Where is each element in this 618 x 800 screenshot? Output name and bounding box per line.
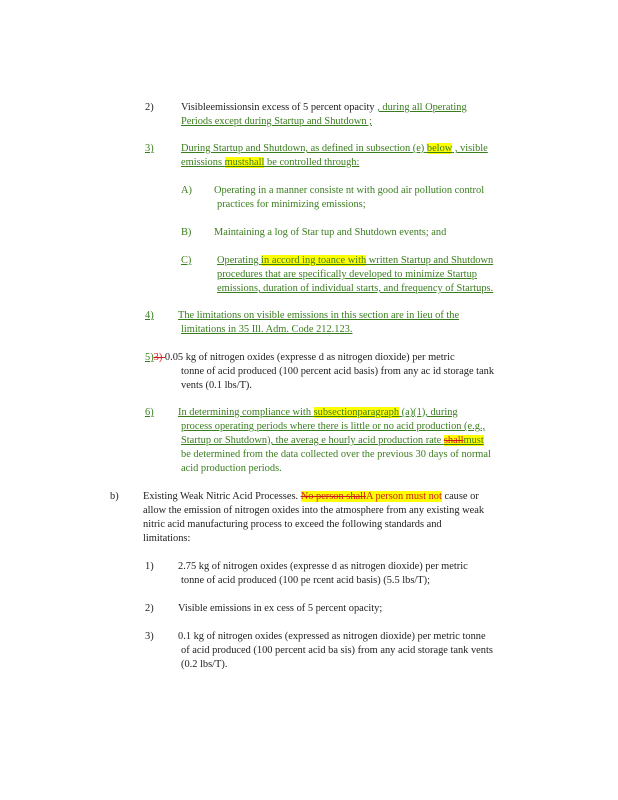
- inserted-text-line: During Startup and Shutdown, as defined in subsection (e) below , visible: [181, 143, 488, 154]
- subitem-text-line: Operating in a manner consiste nt with good air pollution control: [214, 185, 485, 196]
- item-text-line: tonne of acid produced (100 pe rcent acid basis) (5.5 lbs/T);: [181, 575, 431, 586]
- item-number: 3): [145, 631, 154, 642]
- item-text-line: of acid produced (100 percent acid ba sis) from any acid storage tank vents: [181, 645, 493, 656]
- item-number: 6): [145, 407, 154, 418]
- inserted-text: A person must not: [365, 491, 442, 502]
- highlighted-revision: [301, 491, 442, 502]
- item-text-line: 0.1 kg of nitrogen oxides (expressed as nitrogen dioxide) per metric tonne: [178, 631, 486, 642]
- subitem-number: C): [181, 255, 192, 266]
- subitem-text-line: practices for minimizing emissions;: [217, 199, 366, 210]
- item-text-line: tonne of acid produced (100 percent acid basis) from any ac id storage tank: [181, 366, 495, 377]
- inserted-text-line: be determined from the data collected over the previous 30 days of normal: [181, 449, 491, 460]
- section-text-line: limitations:: [143, 533, 191, 544]
- item-number: 2): [145, 603, 154, 614]
- inserted-text-line: The limitations on visible emissions in this section are in lieu of the: [178, 310, 460, 321]
- inserted-text-line: process operating periods where there is little or no acid production (e.g.,: [181, 421, 486, 432]
- inserted-text-line: Periods except during Startup and Shutdown ;: [181, 116, 373, 127]
- subitem-number: B): [181, 227, 192, 238]
- highlighted-text: below: [426, 143, 453, 154]
- item-number: 3): [145, 143, 154, 154]
- highlighted-text: in accord ing toance with: [261, 255, 367, 266]
- subitem-number: A): [181, 185, 192, 196]
- inserted-text-line: emissions, duration of individual starts, and frequency of Startups.: [217, 283, 494, 294]
- deleted-number: 3): [153, 352, 165, 363]
- subitem-text-line: Maintaining a log of Star tup and Shutdown events; and: [214, 227, 447, 238]
- inserted-text: , during all Operating: [377, 102, 467, 113]
- inserted-text-line: procedures that are specifically developed to minimize Startup: [217, 269, 477, 280]
- inserted-text-line: emissions mustshall be controlled through:: [181, 157, 360, 168]
- item-text-line: 2.75 kg of nitrogen oxides (expresse d as nitrogen dioxide) per metric: [178, 561, 468, 572]
- inserted-text-line: acid production periods.: [181, 463, 282, 474]
- inserted-number: 5): [145, 352, 154, 363]
- section-text-line: allow the emission of nitrogen oxides into the atmosphere from any existing weak: [143, 505, 485, 516]
- inserted-text-line: limitations in 35 Ill. Adm. Code 212.123.: [181, 324, 353, 335]
- item-number: 2): [145, 102, 154, 113]
- item-text-line: vents (0.1 lbs/T).: [181, 380, 252, 391]
- item-text-line: Visibleemissionsin excess of 5 percent opacity , during all Operating: [181, 102, 467, 113]
- highlighted-revision: [444, 435, 484, 446]
- item-text-line: 5)3) 0.05 kg of nitrogen oxides (expresse d as nitrogen dioxide) per metric: [145, 352, 455, 363]
- deleted-text: No person shall: [300, 491, 366, 502]
- highlighted-text: mustshall: [224, 157, 265, 168]
- inserted-text-line: Operating in accord ing toance with written Startup and Shutdown: [217, 255, 494, 266]
- item-number: 1): [145, 561, 154, 572]
- item-text-line: Visible emissions in ex cess of 5 percent opacity;: [178, 603, 383, 614]
- deleted-text: shall: [443, 435, 464, 446]
- section-text-line: nitric acid manufacturing process to exceed the following standards and: [143, 519, 442, 530]
- item-number: 4): [145, 310, 154, 321]
- inserted-text-line: Startup or Shutdown), the averag e hourly acid production rate shallmust: [181, 435, 484, 446]
- item-text-line: (0.2 lbs/T).: [181, 659, 228, 670]
- section-text-line: Existing Weak Nitric Acid Processes. No person shallA person must not cause or: [143, 491, 479, 502]
- inserted-text: must: [463, 435, 484, 446]
- highlighted-text: subsectionparagraph: [313, 407, 400, 418]
- section-label: b): [110, 491, 119, 502]
- inserted-text-line: In determining compliance with subsectionparagraph (a)(1), during: [178, 407, 458, 418]
